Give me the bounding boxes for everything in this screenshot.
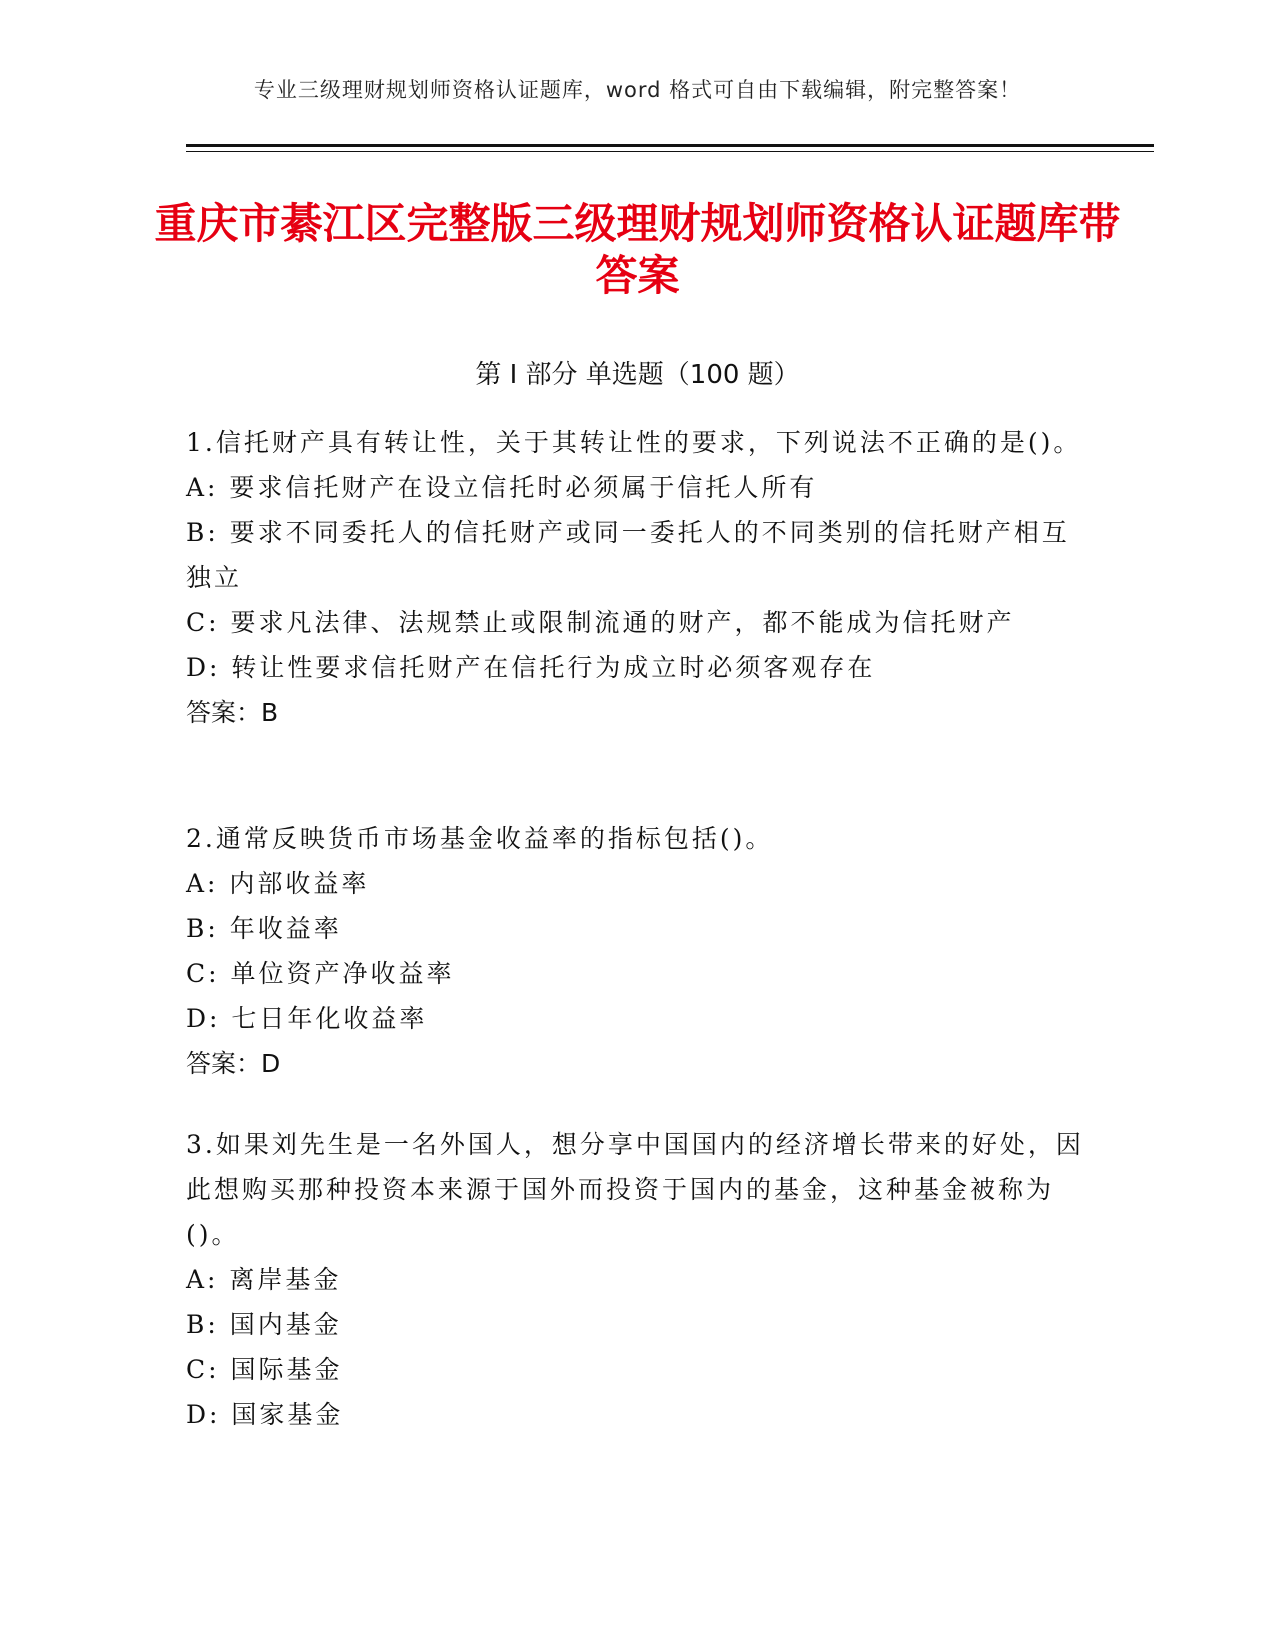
- section-heading: 第 I 部分 单选题（100 题）: [475, 360, 800, 390]
- option-d: D: 国家基金: [186, 1400, 344, 1429]
- header-rule-thick: [186, 144, 1154, 147]
- option-b: B: 年收益率: [186, 914, 342, 943]
- option-c: C: 单位资产净收益率: [186, 959, 455, 988]
- option-c: C: 国际基金: [186, 1355, 343, 1384]
- option-a: A: 要求信托财产在设立信托时必须属于信托人所有: [186, 473, 818, 502]
- question-1: [186, 420, 1086, 735]
- header-rule-thin: [186, 151, 1154, 152]
- answer: 答案：B: [186, 698, 279, 727]
- option-a: A: 离岸基金: [186, 1265, 342, 1294]
- option-d: D: 转让性要求信托财产在信托行为成立时必须客观存在: [186, 653, 876, 682]
- question-3: [186, 1122, 1086, 1437]
- question-2: [186, 816, 1086, 1086]
- option-b: B: 要求不同委托人的信托财产或同一委托人的不同类别的信托财产相互独立: [186, 518, 1070, 592]
- answer: 答案：D: [186, 1049, 281, 1078]
- question-stem: 3.如果刘先生是一名外国人，想分享中国国内的经济增长带来的好处，因此想购买那种投资本来源于国外而投资于国内的基金，这种基金被称为()。: [186, 1130, 1084, 1249]
- document-title: 重庆市綦江区完整版三级理财规划师资格认证题库带答案: [154, 199, 1121, 300]
- question-stem: 2.通常反映货币市场基金收益率的指标包括()。: [186, 824, 774, 853]
- option-b: B: 国内基金: [186, 1310, 342, 1339]
- header-note: 专业三级理财规划师资格认证题库，word 格式可自由下载编辑，附完整答案！: [253, 78, 1022, 102]
- option-d: D: 七日年化收益率: [186, 1004, 428, 1033]
- option-c: C: 要求凡法律、法规禁止或限制流通的财产，都不能成为信托财产: [186, 608, 1015, 637]
- option-a: A: 内部收益率: [186, 869, 370, 898]
- question-stem: 1.信托财产具有转让性，关于其转让性的要求，下列说法不正确的是()。: [186, 428, 1082, 457]
